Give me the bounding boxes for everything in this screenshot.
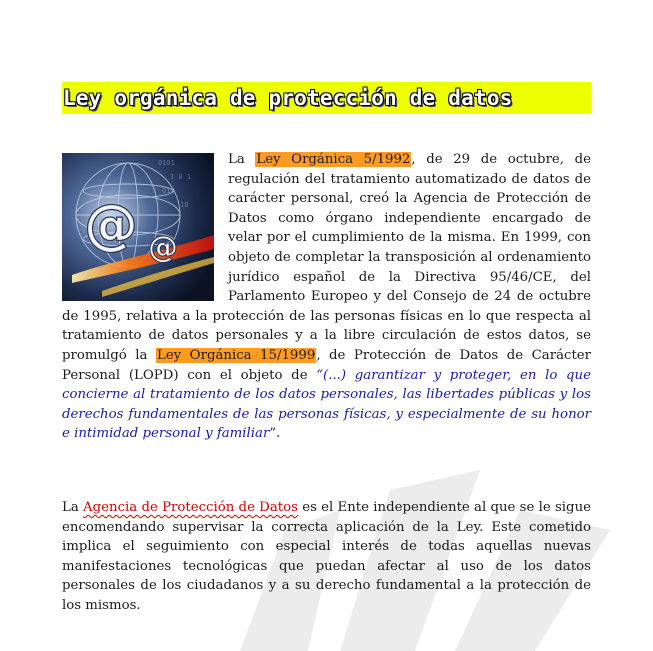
svg-text:010: 010 xyxy=(162,187,175,195)
email-globe-image xyxy=(62,153,214,301)
svg-text:1 0 1: 1 0 1 xyxy=(170,173,192,181)
title-bar xyxy=(62,82,591,114)
p1-continuation-text: , de Protección de Datos de Carácter Personal (LOPD) con el objeto de xyxy=(62,347,592,383)
law-reference-1: Ley Orgánica 5/1992 xyxy=(256,152,411,167)
svg-text:10: 10 xyxy=(180,201,189,209)
p1-main-text: , de 29 de octubre, de regulación del tratamiento automatizado de datos de carácter personal, creó la Agencia de Protección de Datos como órgano independiente encargado de velar por el cumplimiento de la misma. En 1999, con objeto de completar la transposición al ordenamiento jurídico español de la Directiva 95/46/CE, del Parlamento Europeo y del Consejo de 24 de octubre de 1995, relativa a la protección de las personas físicas en lo que respecta al tratamiento de datos personales y a la libre circulación de estos datos, se promulgó la xyxy=(62,152,591,363)
p2-main-text: es el Ente independiente al que se le sigue encomendando supervisar la correcta aplicación de la Ley. Este cometido implica el seguimiento con especial interés de todas aquellas nuevas manifestaciones tecnológicas que puedan afectar al uso de los datos personales de los ciudadanos y a su derecho fundamental a la protección de los mismos. xyxy=(62,500,592,613)
p2-intro-text: La xyxy=(62,500,84,515)
quote-text: “(...) garantizar y proteger, en lo que concierne al tratamiento de los datos personales, las libertades públicas y los derechos fundamentales de las personas físicas, y especialmente de su honor e intimidad personal y familiar xyxy=(62,367,591,442)
paragraph-2 xyxy=(62,498,591,616)
agency-link[interactable]: Agencia de Protección de Datos xyxy=(83,500,298,515)
svg-text:0101: 0101 xyxy=(158,159,175,167)
at-sign-small: @ xyxy=(148,230,178,265)
p1-intro-text: La xyxy=(228,152,256,167)
p1-end-text: ”. xyxy=(269,426,281,442)
law-reference-2: Ley Orgánica 15/1999 xyxy=(156,347,316,363)
paragraph-1 xyxy=(62,150,591,444)
at-sign-large: @ xyxy=(84,193,138,256)
page-title: Ley orgánica de protección de datos xyxy=(63,86,513,110)
